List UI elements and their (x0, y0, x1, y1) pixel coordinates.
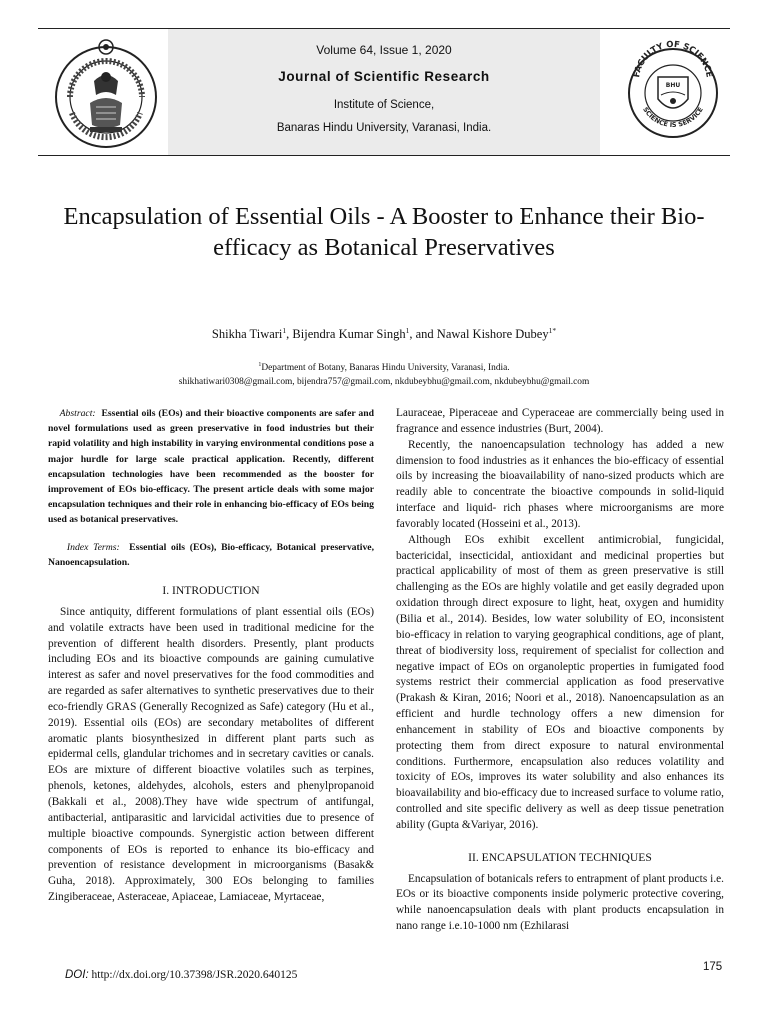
author-emails: shikhatiwari0308@gmail.com, bijendra757@gmail.com, nkdubeybhu@gmail.com, nkdubeybhu@gmail.com (178, 377, 590, 387)
index-terms-label: Index Terms: (66, 541, 120, 553)
author-name: Nawal Kishore Dubey (436, 327, 549, 342)
author-sup: 1 (282, 326, 287, 335)
seal-text-top: FACULTY OF SCIENCE (632, 39, 714, 79)
right-column (396, 406, 724, 935)
author-name: Shikha Tiwari (211, 327, 283, 342)
abstract (48, 406, 374, 528)
intro-paragraph-1: Since antiquity, different formulations of plant essential oils (EOs) and volatile extracts have been used in traditional medicine for the prevention of different health disorders. Presently, plant products including EOs and its bioactive compounds are gaining cumulative interest as safer and novel preservatives for the food commodities and are regarded as safer alternatives to synthetic preservatives due to their eco-friendly GRAS (Generally Recognized as Safe) category (Hu et al., 2019). Essential oils (EOs) are secondary metabolites of different aromatic plants biosynthesized in different plant parts such as epidermal cells, glandular trichomes and in secretary cavities or canals. EOs are mixture of different bioactive volatiles such as terpines, phenols, ketones, aldehydes, alcohols, esters and phenylpropanoid (Bakkali et al., 2008).They have wide spectrum of antifungal, antibacterial, antiparasitic and larvicidal activities due to presence of multiple bioactive compounds. Synergistic action between different components of EOs is reported to enhance its bio-efficacy and prevention of resistance development in microorganisms (Basak& Guha, 2018). Approximately, 300 EOs belonging to families Zingiberaceae, Asteraceae, Apiaceae, Lamiaceae, Myrtaceae, (48, 605, 374, 904)
page-number: 175 (703, 961, 723, 973)
journal-volume: Volume 64, Issue 1, 2020 (316, 43, 452, 57)
faculty-of-science-seal-logo (625, 37, 721, 149)
journal-name: Journal of Scientific Research (278, 69, 490, 84)
left-column (48, 406, 374, 906)
index-terms-text: Essential oils (EOs), Bio-efficacy, Botanical preservative, Nanoencapsulation. (48, 541, 375, 568)
author-name: Bijendra Kumar Singh (292, 327, 406, 342)
author-sup: 1 (405, 326, 410, 335)
affiliation-text: Department of Botany, Banaras Hindu University, Varanasi, India. (261, 363, 510, 374)
journal-header (38, 28, 730, 156)
encapsulation-paragraph-1: Encapsulation of botanicals refers to entrapment of plant products i.e. EOs or its bioactive components inside polymeric protective covering, while nanoencapsulation deals with plant products encapsulation in nano range i.e.10-1000 nm (Ezhilarasi (396, 872, 724, 933)
author-separator: , (286, 327, 293, 342)
author-affiliation (0, 362, 768, 373)
seal-center-text: BHU (665, 82, 681, 89)
bhu-emblem-logo (50, 33, 162, 151)
seal-text-bottom: SCIENCE IS SERVICE (641, 105, 705, 130)
university-name: Banaras Hindu University, Varanasi, India. (276, 122, 492, 134)
institute-name: Institute of Science, (333, 99, 435, 111)
affiliation-sup: 1 (258, 362, 262, 368)
author-list (0, 326, 768, 342)
author-sup: 1* (548, 326, 557, 335)
intro-paragraph-2: Recently, the nanoencapsulation technology has added a new dimension to food industries as it enhances the bio-efficacy of essential oils by increasing the bioavailability of nano-sized products which are readily able to concentrate the bioactive compounds in solid-liquid interface and liquid- rich phases where microorganisms are more favorably located (Hosseini et al., 2013). (396, 438, 724, 530)
section-heading-encapsulation: II. ENCAPSULATION TECHNIQUES (468, 850, 652, 864)
intro-paragraph-1-continued: Lauraceae, Piperaceae and Cyperaceae are commercially being used in fragrance and essence industries (Burt, 2004). (396, 407, 724, 435)
doi-label: DOI: (65, 969, 89, 981)
abstract-text: Essential oils (EOs) and their bioactive components are safer and novel formulations used as green preservative in food industries but their rapid volatility and high instability in varying environmental conditions pose a major hurdle for large scale practical application. Recently, different encapsulation technologies have been recommended as the booster for improvement of EOs bio-efficacy. The present article deals with some major encapsulation techniques and their role in enhancing bio-efficacy of EOs being used as botanical preservatives. (48, 408, 375, 526)
intro-paragraph-3: Although EOs exhibit excellent antimicrobial, fungicidal, bactericidal, insecticidal, antioxidant and medicinal properties but practical applicability of most of them as green preservative is still challenging as the EOs are highly volatile and get easily degraded upon oxidation through direct exposure to light, heat, oxygen and humidity (Bilia et al., 2014). Besides, low water solubility of EO, inconsistent bio-efficacy in relation to varying geographical conditions, age of plant, threat of biodiversity loss, requirement of specialist for collection and negative impact of EOs on organoleptic properties in fumigated food systems restrict their commercial application as food preservative (Prakash & Kiran, 2016; Noori et al., 2018). Nanoencapsulation as an efficient and hurdle technology offers a new dimension for enhancement in stability of EOs and bioactive components by protecting them from direct exposure to natural environmental conditions. Furthermore, encapsulation also reduces volatility and toxicity of EOs, improves its water solubility and also enhances its bioavailability and bio-efficacy due to increased surface to volume ratio, controlled and site specific delivery as well as deep tissue penetration ability (Gupta &Variyar, 2016). (396, 533, 724, 831)
doi-link[interactable]: http://dx.doi.org/10.37398/JSR.2020.640125 (88, 969, 298, 981)
doi-line (65, 969, 297, 981)
index-terms (48, 540, 374, 570)
section-heading-introduction: I. INTRODUCTION (162, 584, 260, 598)
author-separator: , and (409, 327, 437, 342)
header-title-block (168, 29, 600, 155)
article-title: Encapsulation of Essential Oils - A Booster to Enhance their Bio-efficacy as Botanical Preservatives (63, 203, 705, 261)
abstract-label: Abstract: (59, 408, 96, 419)
